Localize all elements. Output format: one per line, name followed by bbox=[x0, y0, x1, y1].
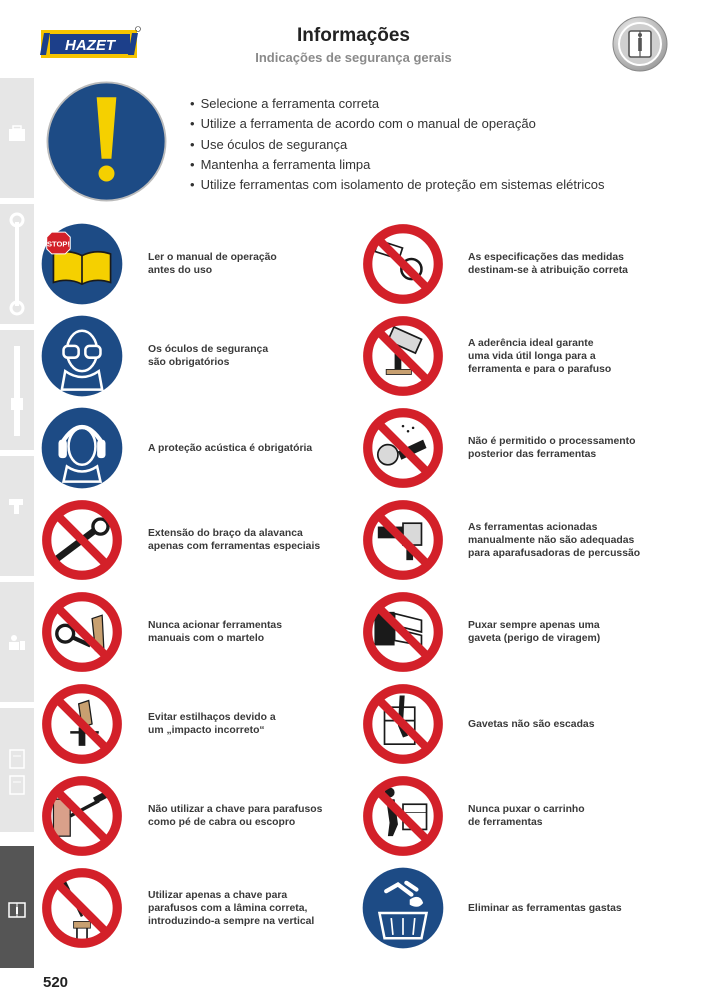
bullet-item: • Utilize ferramentas com isolamento de proteção em sistemas elétricos bbox=[190, 175, 604, 195]
svg-text:STOP!: STOP! bbox=[47, 239, 70, 249]
torque-wrench-icon bbox=[7, 338, 27, 442]
multiple-drawers-prohibited-icon bbox=[361, 590, 445, 674]
side-tab-toolbox[interactable] bbox=[0, 78, 34, 198]
wrench-icon bbox=[7, 212, 27, 316]
sign-caption: A aderência ideal garante uma vida útil longa para a ferramenta e para o parafuso bbox=[468, 337, 612, 375]
safety-bullet-list bbox=[190, 94, 604, 195]
side-tab-wrench[interactable] bbox=[0, 204, 34, 324]
side-tab-service[interactable] bbox=[0, 582, 34, 702]
service-tools-icon bbox=[7, 632, 27, 652]
sign-caption: Nunca puxar o carrinho de ferramentas bbox=[468, 804, 585, 828]
ear-protection-icon bbox=[40, 406, 124, 490]
hammer-striking-prohibited-icon bbox=[40, 590, 124, 674]
bullet-item: • Selecione a ferramenta correta bbox=[190, 94, 604, 114]
side-tab-info[interactable] bbox=[0, 846, 34, 968]
sign-caption: Utilizar apenas a chave para parafusos com a lâmina correta, introduzindo-a sempre na vertical bbox=[148, 889, 315, 927]
sign-caption: As especificações das medidas destinam-se à atribuição correta bbox=[468, 252, 628, 276]
page-subtitle: Indicações de segurança gerais bbox=[255, 50, 452, 65]
info-book-badge-icon bbox=[612, 16, 668, 72]
sign-caption: Extensão do braço da alavanca apenas com ferramentas especiais bbox=[148, 528, 321, 552]
side-tab-torque-wrench[interactable] bbox=[0, 330, 34, 450]
bullet-item: • Mantenha a ferramenta limpa bbox=[190, 155, 604, 175]
sign-caption: Ler o manual de operação antes do uso bbox=[148, 252, 277, 276]
read-manual-stop-icon bbox=[40, 222, 124, 306]
lever-extension-prohibited-icon bbox=[40, 498, 124, 582]
side-tab-catalog[interactable] bbox=[0, 708, 34, 832]
sign-caption: Evitar estilhaços devido a um „impacto incorreto“ bbox=[148, 712, 276, 736]
worn-bit-prohibited-icon bbox=[361, 314, 445, 398]
sign-caption: Eliminar as ferramentas gastas bbox=[468, 902, 622, 914]
screwdriver-pry-prohibited-icon bbox=[40, 774, 124, 858]
page-title: Informações bbox=[297, 25, 410, 46]
bullet-item: • Utilize a ferramenta de acordo com o manual de operação bbox=[190, 114, 604, 134]
chisel-splinter-prohibited-icon bbox=[40, 682, 124, 766]
page-number: 520 bbox=[43, 974, 69, 991]
info-book-icon bbox=[7, 900, 27, 920]
pneumatic-tool-icon bbox=[7, 496, 27, 516]
general-warning-sign-icon bbox=[45, 80, 168, 203]
screwdriver-angle-prohibited-icon bbox=[40, 866, 124, 950]
catalog-pages-icon bbox=[7, 748, 27, 798]
bullet-item: • Use óculos de segurança bbox=[190, 135, 604, 155]
sign-caption: Não utilizar a chave para parafusos como pé de cabra ou escopro bbox=[148, 804, 323, 828]
impact-wrench-prohibited-icon bbox=[361, 498, 445, 582]
toolbox-icon bbox=[7, 124, 27, 144]
brand-text: HAZET bbox=[65, 37, 115, 54]
pulling-trolley-prohibited-icon bbox=[361, 774, 445, 858]
sign-caption: As ferramentas acionadas manualmente não são adequadas para aparafusadoras de percussão bbox=[468, 521, 641, 559]
sign-caption: Nunca acionar ferramentas manuais com o martelo bbox=[148, 620, 282, 644]
sign-caption: Não é permitido o processamento posterior das ferramentas bbox=[468, 436, 636, 460]
side-tab-rail bbox=[0, 78, 34, 968]
sign-caption: A proteção acústica é obrigatória bbox=[148, 442, 313, 454]
safety-goggles-icon bbox=[40, 314, 124, 398]
climbing-drawers-prohibited-icon bbox=[361, 682, 445, 766]
side-tab-pneumatic[interactable] bbox=[0, 456, 34, 576]
grinding-prohibited-icon bbox=[361, 406, 445, 490]
sign-caption: Puxar sempre apenas uma gaveta (perigo de viragem) bbox=[468, 620, 601, 644]
sign-caption: Os óculos de segurança são obrigatórios bbox=[148, 344, 269, 368]
dispose-tools-icon bbox=[361, 866, 445, 950]
sign-caption: Gavetas não são escadas bbox=[468, 718, 595, 730]
wrong-size-wrench-prohibited-icon bbox=[361, 222, 445, 306]
